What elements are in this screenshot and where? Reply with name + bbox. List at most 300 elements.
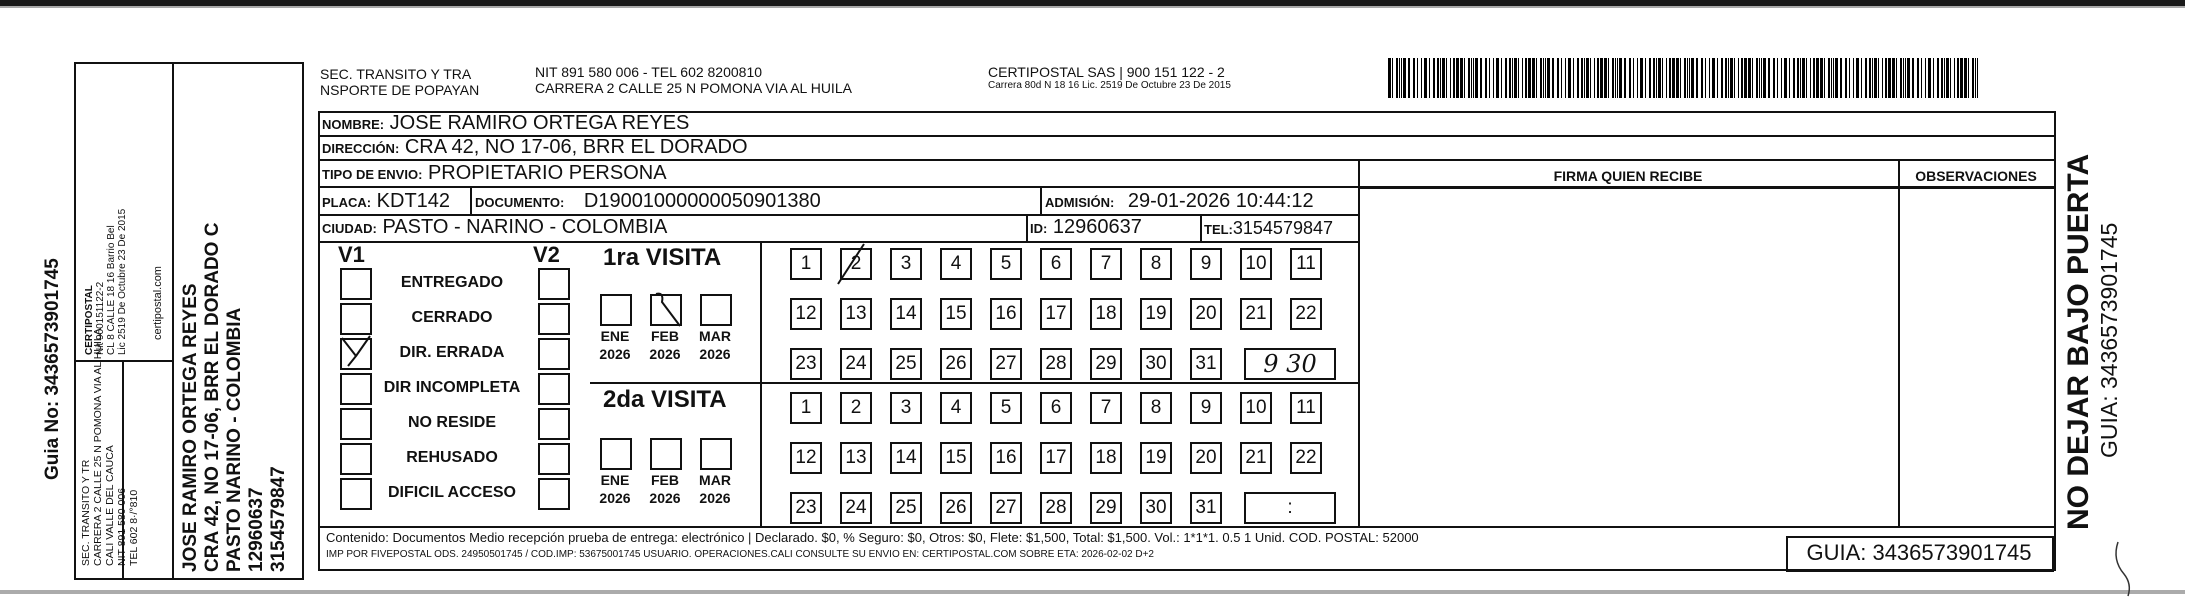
second-visit-day-cell[interactable]: 11 [1290, 392, 1322, 424]
scan-bottom-edge [0, 590, 2185, 594]
barcode-bar [1532, 58, 1535, 98]
first-visit-day-cell[interactable]: 26 [940, 348, 972, 380]
second-visit-day-cell[interactable]: 10 [1240, 392, 1272, 424]
barcode-bar [1888, 58, 1891, 98]
first-visit-day-cell[interactable]: 15 [940, 298, 972, 330]
barcode-bar [1828, 58, 1830, 98]
barcode-bar [1594, 58, 1595, 98]
first-visit-day-cell[interactable]: 7 [1090, 248, 1122, 280]
second-visit-day-cell[interactable]: 30 [1140, 492, 1172, 524]
barcode-bar [1450, 58, 1451, 98]
barcode-bar [1975, 58, 1976, 98]
barcode-bar [1721, 58, 1723, 98]
first-visit-day-cell[interactable]: 5 [990, 248, 1022, 280]
v2-checkbox[interactable] [538, 443, 570, 475]
second-visit-time-box[interactable]: : [1244, 492, 1336, 524]
v2-checkbox[interactable] [538, 373, 570, 405]
second-visit-day-cell[interactable]: 8 [1140, 392, 1172, 424]
barcode-bar [1781, 58, 1782, 98]
stub-recipient-city: PASTO NARINO - COLOMBIA [224, 307, 245, 572]
barcode-bar [1861, 58, 1862, 98]
admision-value: 29-01-2026 10:44:12 [1127, 190, 1314, 212]
second-visit-day-cell[interactable]: 7 [1090, 392, 1122, 424]
barcode-bar [1806, 58, 1807, 98]
placa-label: PLACA: [322, 195, 372, 210]
barcode-bar [1557, 58, 1559, 98]
first-visit-day-cell[interactable]: 17 [1040, 298, 1072, 330]
barcode-bar [1392, 58, 1393, 98]
barcode-bar [1464, 58, 1465, 98]
barcode-bar [1748, 58, 1751, 98]
status-label: DIR INCOMPLETA [383, 379, 521, 396]
second-visit-month-checkbox[interactable] [650, 438, 682, 470]
barcode-bar [1433, 58, 1435, 98]
second-visit-day-cell[interactable]: 17 [1040, 442, 1072, 474]
barcode-bar [1388, 58, 1391, 98]
barcode-bar [1738, 58, 1739, 98]
first-visit-day-cell[interactable]: 29 [1090, 348, 1122, 380]
barcode-bar [1471, 58, 1472, 98]
barcode-bar [1896, 58, 1897, 98]
second-visit-month-checkbox[interactable] [600, 438, 632, 470]
stub-sender-line: CALI VALLE DEL CAUCA [104, 445, 116, 566]
stub-recipient-tel: 3154579847 [268, 466, 289, 572]
barcode-bar [1561, 58, 1562, 98]
barcode-bar [1417, 58, 1418, 98]
barcode-bar [1536, 58, 1537, 98]
direccion-label: DIRECCIÓN: [322, 141, 400, 156]
second-visit-day-cell[interactable]: 13 [840, 442, 872, 474]
second-visit-day-cell[interactable]: 26 [940, 492, 972, 524]
barcode-bar [1597, 58, 1599, 98]
v1-checkbox[interactable] [340, 303, 372, 335]
barcode-bar [1717, 58, 1718, 98]
second-visit-month-label: FEB [651, 472, 679, 488]
first-visit-day-cell[interactable]: 16 [990, 298, 1022, 330]
barcode-bar [1800, 58, 1801, 98]
barcode-bar [1645, 58, 1646, 98]
barcode-bar [1882, 58, 1883, 98]
stub-recipient-block [180, 223, 290, 572]
barcode-bar [1649, 58, 1651, 98]
stub-courier-block [84, 209, 128, 355]
header-courier [988, 64, 1231, 91]
stub-courier-line: Lic 2519 De Octubre 23 De 2015 [117, 208, 128, 355]
header-nit-address [535, 64, 852, 96]
second-visit-day-cell[interactable]: 16 [990, 442, 1022, 474]
first-visit-day-cell[interactable]: 25 [890, 348, 922, 380]
id-value: 12960637 [1052, 216, 1142, 238]
placa-value: KDT142 [376, 190, 451, 212]
second-visit-day-cell[interactable]: 22 [1290, 442, 1322, 474]
checkmark-icon [338, 334, 374, 370]
barcode-bar [1496, 58, 1499, 98]
first-visit-day-cell[interactable]: 12 [790, 298, 822, 330]
barcode-bar [1456, 58, 1459, 98]
barcode-bar [1950, 58, 1951, 98]
barcode-bar [1413, 58, 1415, 98]
v2-label: V2 [533, 242, 560, 267]
stub-recipient-id: 12960637 [246, 487, 267, 572]
visit-divider-horizontal [590, 382, 1360, 384]
barcode-bar [1573, 58, 1574, 98]
ciudad-cell [322, 216, 667, 239]
barcode-bar [1437, 58, 1439, 98]
barcode-bar [1396, 58, 1398, 98]
second-visit-day-cell[interactable]: 4 [940, 392, 972, 424]
barcode-bar [1728, 58, 1729, 98]
status-label: REHUSADO [406, 449, 498, 466]
first-visit-title: 1ra VISITA [603, 244, 722, 271]
admision-label: ADMISIÓN: [1045, 195, 1115, 210]
barcode-bar [1820, 58, 1823, 98]
tipo-envio-label: TIPO DE ENVIO: [322, 167, 423, 182]
col-line [470, 188, 472, 215]
second-visit-day-cell[interactable]: 19 [1140, 442, 1172, 474]
first-visit-day-cell[interactable]: 8 [1140, 248, 1172, 280]
barcode-bar [1633, 58, 1634, 98]
col-line [1026, 216, 1028, 242]
barcode-bar [1475, 58, 1478, 98]
barcode-bar [1709, 58, 1710, 98]
second-visit-day-cell[interactable]: 31 [1190, 492, 1222, 524]
barcode-bar [1773, 58, 1775, 98]
barcode-bar [1493, 58, 1494, 98]
barcode-bar [1741, 58, 1743, 98]
barcode-bar [1612, 58, 1614, 98]
handwritten-tick-icon [834, 240, 874, 293]
barcode-bar [1813, 58, 1815, 98]
barcode-bar [1653, 58, 1655, 98]
barcode-bar [1509, 58, 1511, 98]
barcode-bar [1525, 58, 1527, 98]
barcode-bar [1615, 58, 1616, 98]
stub-courier-name: CERTIPOSTAL [84, 285, 95, 355]
v1-label: V1 [338, 242, 365, 267]
barcode-bar [1925, 58, 1926, 98]
barcode-bar [1512, 58, 1513, 98]
scan-mark [2110, 540, 2140, 600]
barcode-bar [1853, 58, 1854, 98]
first-visit-day-cell[interactable]: 14 [890, 298, 922, 330]
barcode-bar [1941, 58, 1943, 98]
first-visit-time-box[interactable]: 9 30 [1244, 348, 1336, 380]
barcode-bar [1725, 58, 1727, 98]
barcode-bar [1907, 58, 1910, 98]
v1-checkbox[interactable] [340, 478, 372, 510]
v1-checkbox[interactable] [340, 408, 372, 440]
first-visit-month-checkbox[interactable] [650, 294, 682, 326]
barcode-bar [1797, 58, 1799, 98]
v2-checkbox[interactable] [538, 408, 570, 440]
first-visit-day-cell[interactable]: 27 [990, 348, 1022, 380]
v2-checkbox[interactable] [538, 338, 570, 370]
first-visit-day-cell[interactable]: 13 [840, 298, 872, 330]
col-line [1040, 188, 1042, 215]
first-visit-day-cell[interactable]: 4 [940, 248, 972, 280]
v2-checkbox[interactable] [538, 478, 570, 510]
barcode-bar [1399, 58, 1400, 98]
status-label: ENTREGADO [400, 274, 504, 291]
barcode-bar [1768, 58, 1770, 98]
barcode-bar [1552, 58, 1554, 98]
barcode-bar [1577, 58, 1579, 98]
barcode-bar [1680, 58, 1681, 98]
barcode-bar [1793, 58, 1795, 98]
barcode-bar [1684, 58, 1686, 98]
first-visit-day-cell[interactable]: 24 [840, 348, 872, 380]
barcode-bar [1518, 58, 1519, 98]
first-visit-day-cell[interactable]: 23 [790, 348, 822, 380]
slash-mark-icon [650, 288, 686, 328]
scan-top-edge-shadow [0, 6, 2185, 8]
barcode-bar [1885, 58, 1887, 98]
barcode-bar [1964, 58, 1967, 98]
barcode-bar [1501, 58, 1502, 98]
barcode-bar [1777, 58, 1778, 98]
v2-checkbox[interactable] [538, 303, 570, 335]
second-visit-day-cell[interactable]: 24 [840, 492, 872, 524]
barcode-bar [1903, 58, 1904, 98]
header-nit: NIT 891 580 006 - TEL 602 8200810 [535, 64, 763, 80]
barcode-bar [1957, 58, 1959, 98]
documento-cell [475, 190, 821, 213]
tel-label: TEL: [1204, 222, 1233, 237]
stub-sender-line: TEL 602 8·/°810 [128, 489, 140, 566]
barcode-bar [1543, 58, 1544, 98]
second-visit-month-checkbox[interactable] [700, 438, 732, 470]
barcode-bar [1833, 58, 1834, 98]
barcode-bar [1763, 58, 1766, 98]
stub-courier-web: certipostal.com [152, 266, 164, 340]
stub-sender-line: CARRERA 2 CALLE 25 N POMONA VIA AL HUILA [92, 328, 104, 566]
second-visit-day-cell[interactable]: 2 [840, 392, 872, 424]
ciudad-label: CIUDAD: [322, 221, 377, 236]
barcode-bar [1624, 58, 1626, 98]
barcode-bar [1565, 58, 1566, 98]
barcode-bar [1619, 58, 1622, 98]
barcode-bar [1440, 58, 1441, 98]
barcode-bar [1905, 58, 1906, 98]
barcode-bar [1446, 58, 1447, 98]
second-visit-day-cell[interactable]: 20 [1190, 442, 1222, 474]
id-cell [1030, 216, 1142, 239]
status-label: DIFICIL ACCESO [387, 484, 516, 501]
stub-sender-line: SEC. TRANSITO Y TR [80, 459, 92, 566]
second-visit-year-label: 2026 [699, 490, 731, 506]
first-visit-year-label: 2026 [649, 346, 681, 362]
barcode-bar [1878, 58, 1879, 98]
barcode-bar [1442, 58, 1445, 98]
second-visit-day-cell[interactable]: 23 [790, 492, 822, 524]
documento-value: D19001000000050901380 [583, 190, 821, 212]
barcode-bar [1662, 58, 1663, 98]
col-line [1200, 216, 1202, 242]
footer-guia-text: GUIA: 3436573901745 [1806, 540, 2032, 565]
second-visit-day-cell[interactable]: 27 [990, 492, 1022, 524]
first-visit-day-cell[interactable]: 3 [890, 248, 922, 280]
barcode-bar [1845, 58, 1847, 98]
barcode-bar [1590, 58, 1591, 98]
barcode-bar [1802, 58, 1805, 98]
barcode-bar [1752, 58, 1753, 98]
v2-checkbox[interactable] [538, 268, 570, 300]
second-visit-month-label: ENE [600, 472, 630, 488]
barcode-bar [1831, 58, 1832, 98]
barcode-bar [1547, 58, 1550, 98]
right-guia: GUIA: 3436573901745 [2096, 222, 2122, 458]
first-visit-day-cell[interactable]: 30 [1140, 348, 1172, 380]
ciudad-value: PASTO - NARINO - COLOMBIA [382, 216, 668, 238]
first-visit-day-cell[interactable]: 31 [1190, 348, 1222, 380]
barcode-bar [1917, 58, 1919, 98]
first-visit-day-cell[interactable]: 1 [790, 248, 822, 280]
barcode-bar [1977, 58, 1978, 98]
first-visit-day-cell[interactable]: 18 [1090, 298, 1122, 330]
v1-checkbox[interactable] [340, 338, 372, 370]
second-visit-day-cell[interactable]: 29 [1090, 492, 1122, 524]
barcode-bar [1835, 58, 1838, 98]
barcode-bar [1874, 58, 1877, 98]
barcode-bar [1928, 58, 1931, 98]
barcode-bar [1408, 58, 1410, 98]
stub-courier-line: CL 8 CALLE 18 16 Barrio Bel [106, 225, 117, 355]
barcode-bar [1629, 58, 1631, 98]
barcode-bar [1586, 58, 1589, 98]
first-visit-month-checkbox[interactable] [700, 294, 732, 326]
tipo-envio-row [322, 162, 667, 185]
barcode-bar [1584, 58, 1585, 98]
nombre-value: JOSE RAMIRO ORTEGA REYES [389, 112, 690, 134]
barcode-bar [1900, 58, 1902, 98]
first-visit-day-cell[interactable]: 6 [1040, 248, 1072, 280]
barcode-bar [1865, 58, 1867, 98]
barcode-bar [1869, 58, 1871, 98]
barcode-bar [1514, 58, 1517, 98]
barcode-bar [1744, 58, 1747, 98]
v1-checkbox[interactable] [340, 443, 372, 475]
barcode-bar [1960, 58, 1963, 98]
second-visit-day-cell[interactable]: 9 [1190, 392, 1222, 424]
header-sender [320, 66, 479, 98]
second-visit-month-label: MAR [699, 472, 731, 488]
barcode-bar [1676, 58, 1679, 98]
header-address: CARRERA 2 CALLE 25 N POMONA VIA AL HUILA [535, 80, 852, 96]
barcode-bar [1937, 58, 1939, 98]
barcode-bar [1480, 58, 1482, 98]
barcode-bar [1658, 58, 1661, 98]
barcode-bar [1840, 58, 1842, 98]
first-visit-month-label: MAR [699, 328, 731, 344]
header-courier-line1: CERTIPOSTAL SAS | 900 151 122 - 2 [988, 64, 1225, 80]
first-visit-month-label: ENE [600, 328, 630, 344]
second-visit-day-cell[interactable]: 14 [890, 442, 922, 474]
barcode-bar [1789, 58, 1790, 98]
no-dejar-bajo-puerta: NO DEJAR BAJO PUERTA [2062, 153, 2095, 530]
second-visit-day-cell[interactable]: 28 [1040, 492, 1072, 524]
admision-cell [1045, 190, 1314, 213]
header-sender-line: NSPORTE DE POPAYAN [320, 82, 480, 98]
barcode-bar [1568, 58, 1571, 98]
first-visit-day-cell[interactable]: 21 [1240, 298, 1272, 330]
firma-label: FIRMA QUIEN RECIBE [1553, 168, 1703, 184]
barcode-bar [1424, 58, 1427, 98]
barcode-graphic [1388, 58, 1978, 98]
visit-divider-vertical [760, 242, 762, 527]
barcode-bar [1691, 58, 1694, 98]
barcode-bar [1944, 58, 1945, 98]
barcode-bar [1816, 58, 1819, 98]
second-visit-day-cell[interactable]: 18 [1090, 442, 1122, 474]
barcode-bar [1581, 58, 1583, 98]
stub-sender-block [80, 328, 140, 566]
barcode-bar [1453, 58, 1455, 98]
barcode-bar [1872, 58, 1873, 98]
status-label: CERRADO [411, 309, 493, 326]
barcode-bar [1604, 58, 1607, 98]
first-visit-day-cell[interactable]: 2 [840, 248, 872, 280]
nombre-label: NOMBRE: [322, 117, 385, 132]
direccion-row [322, 136, 748, 159]
second-visit-day-cell[interactable]: 5 [990, 392, 1022, 424]
barcode-bar [1522, 58, 1523, 98]
barcode-bar [1666, 58, 1667, 98]
second-visit-day-cell[interactable]: 6 [1040, 392, 1072, 424]
barcode-bar [1968, 58, 1969, 98]
first-visit-day-cell[interactable]: 28 [1040, 348, 1072, 380]
barcode-bar [1933, 58, 1934, 98]
barcode-bar [1505, 58, 1507, 98]
second-visit-day-cell[interactable]: 15 [940, 442, 972, 474]
second-visit-day-cell[interactable]: 21 [1240, 442, 1272, 474]
documento-label: DOCUMENTO: [475, 195, 565, 210]
observaciones-label: OBSERVACIONES [1915, 168, 2037, 184]
firma-area[interactable] [1360, 189, 1898, 526]
first-visit-day-cell[interactable]: 20 [1190, 298, 1222, 330]
barcode-bar [1468, 58, 1470, 98]
barcode-bar [1734, 58, 1735, 98]
first-visit-day-cell[interactable]: 11 [1290, 248, 1322, 280]
barcode-bar [1669, 58, 1671, 98]
barcode-bar [1672, 58, 1675, 98]
first-visit-day-cell[interactable]: 22 [1290, 298, 1322, 330]
second-visit-day-cell[interactable]: 3 [890, 392, 922, 424]
barcode-bar [1759, 58, 1760, 98]
v1-checkbox[interactable] [340, 268, 372, 300]
second-visit-day-cell[interactable]: 1 [790, 392, 822, 424]
nombre-row [322, 112, 689, 135]
second-visit-day-cell[interactable]: 25 [890, 492, 922, 524]
barcode-bar [1696, 58, 1698, 98]
first-visit-month-checkbox[interactable] [600, 294, 632, 326]
header-sender-line: SEC. TRANSITO Y TRA [320, 66, 472, 82]
row-line [320, 159, 2054, 161]
barcode-bar [1608, 58, 1609, 98]
first-visit-day-cell[interactable]: 9 [1190, 248, 1222, 280]
barcode-bar [1712, 58, 1715, 98]
barcode-bar [1689, 58, 1690, 98]
second-visit-day-cell[interactable]: 12 [790, 442, 822, 474]
first-visit-day-cell[interactable]: 19 [1140, 298, 1172, 330]
observaciones-area[interactable] [1900, 189, 2052, 526]
barcode-bar [1946, 58, 1949, 98]
v1-checkbox[interactable] [340, 373, 372, 405]
barcode-bar [1600, 58, 1603, 98]
direccion-value: CRA 42, NO 17-06, BRR EL DORADO [404, 136, 748, 158]
first-visit-day-cell[interactable]: 10 [1240, 248, 1272, 280]
barcode-bar [1810, 58, 1811, 98]
barcode-bar [1705, 58, 1706, 98]
